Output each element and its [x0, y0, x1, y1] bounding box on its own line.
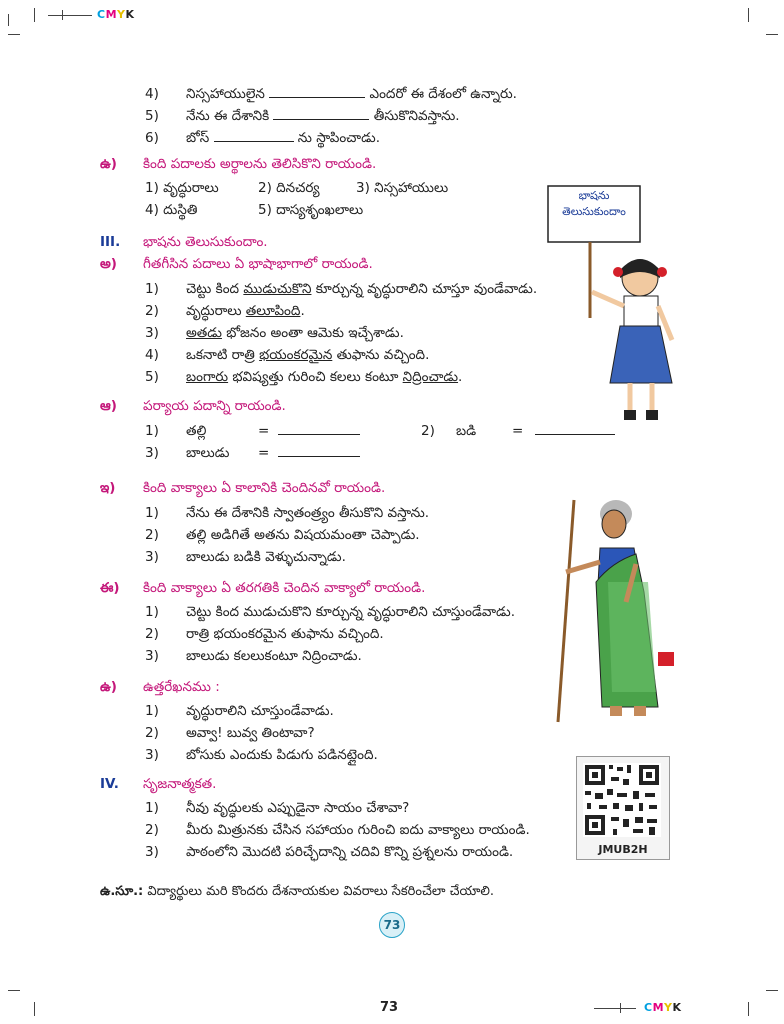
section-heading: IV. సృజనాత్మకత.: [100, 776, 217, 792]
cmyk-label-top: CMYK: [97, 8, 135, 21]
section-heading: ఉ) ఉత్తరేఖనము :: [100, 679, 220, 695]
section-heading: ఈ) కింది వాక్యాలు ఏ తరగతికి చెందిన వాక్యాలో రాయండి.: [100, 580, 426, 596]
crop-mark: [8, 34, 20, 35]
page-number-footer: 73: [380, 1000, 399, 1015]
answer-blank: [273, 107, 369, 120]
crop-mark: [594, 1008, 636, 1009]
section-heading: III. భాషను తెలుసుకుందాం.: [100, 234, 268, 250]
crop-mark: [62, 10, 63, 20]
note-text: విద్యార్థులు మరి కొందరు దేశనాయకుల వివరాలు సేకరించేలా చేయాలి.: [143, 884, 495, 899]
crop-mark: [748, 8, 749, 22]
crop-mark: [8, 14, 9, 26]
qr-pattern: [577, 757, 669, 843]
sign-text: భాషను తెలుసుకుందాం: [562, 189, 626, 218]
answer-blank: [278, 422, 360, 435]
section-heading: అ) గీతగీసిన పదాలు ఏ భాషాభాగాలో రాయండి.: [100, 256, 373, 272]
teacher-note: [100, 882, 494, 902]
answer-blank: [278, 444, 360, 457]
qr-code[interactable]: [576, 756, 670, 860]
crop-mark: [766, 990, 778, 991]
section-heading: ఉ) కింది పదాలకు అర్థాలను తెలిసికొని రాయండి.: [100, 156, 377, 172]
qr-code-label: JMUB2H: [598, 843, 648, 856]
crop-mark: [748, 1002, 749, 1016]
answer-blank: [535, 422, 615, 435]
old-woman-illustration: [548, 492, 680, 732]
crop-mark: [8, 990, 20, 991]
section-heading: ఆ) పర్యాయ పదాన్ని రాయండి.: [100, 398, 286, 414]
crop-mark: [766, 34, 778, 35]
crop-mark: [34, 1002, 35, 1016]
cmyk-label-bottom: CMYK: [644, 1001, 682, 1014]
page-number-badge: 73: [379, 912, 405, 938]
crop-mark: [48, 15, 92, 16]
crop-mark: [34, 8, 35, 22]
note-label: ఉ.సూ.:: [100, 884, 144, 899]
crop-mark: [620, 1003, 621, 1013]
section-heading: ఇ) కింది వాక్యాలు ఏ కాలానికి చెందినవో రాయండి.: [100, 480, 386, 496]
answer-blank: [214, 129, 294, 142]
answer-blank: [269, 85, 365, 98]
